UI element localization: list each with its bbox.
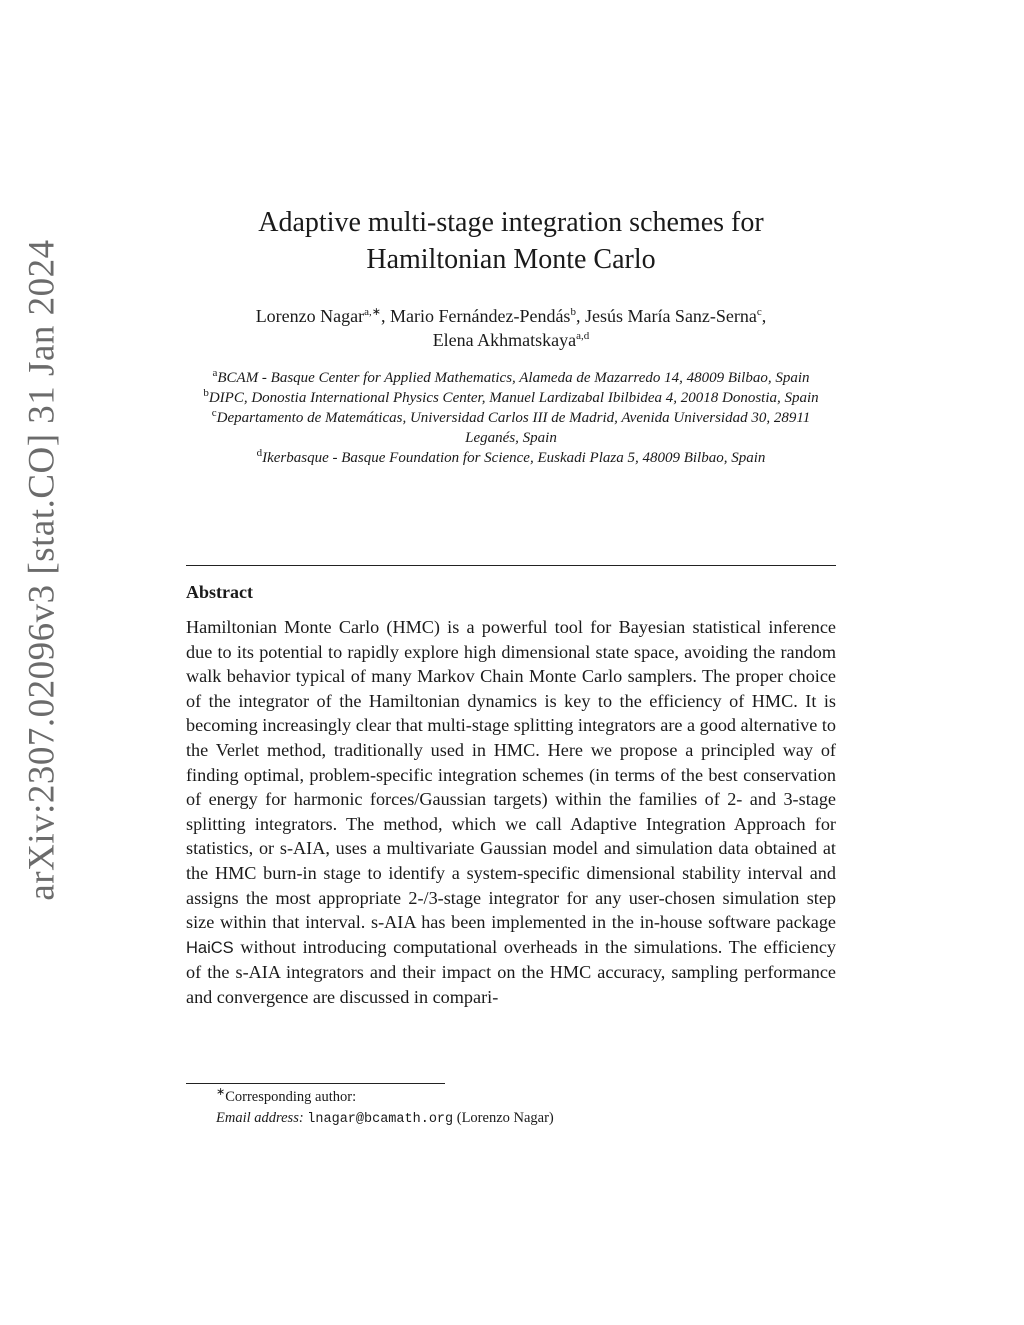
author-name: Mario Fernández-Pendás [390,306,571,326]
arxiv-sidebar [4,160,80,980]
author-line-1: Lorenzo Nagar$^{a,∗}$, Mario Fernández-Pendás$^b$, Jesús María Sanz-Serna$^c$, [255,306,767,326]
author-name: Elena Akhmatskaya [432,330,577,350]
footnote-divider [186,1083,445,1084]
arxiv-identifier: arXiv:2307.02096v3 [stat.CO] 31 Jan 2024 [21,239,63,901]
email-link[interactable]: lnagar@bcamath.org [307,1112,454,1127]
author-marks: a,d [576,330,590,342]
author-line-2 [186,328,836,352]
author-marks: b [570,306,576,318]
abstract-heading: Abstract [186,582,253,602]
header-divider [186,565,836,566]
footnote-email: Email address: lnagar@bcamath.org (Lorenzo Nagar) [216,1110,554,1127]
title-line-2: Hamiltonian Monte Carlo [366,244,656,275]
author-name: Lorenzo Nagar [255,306,365,326]
software-name: HaiCS [186,938,234,957]
affiliation-list [186,368,836,468]
author-name: Jesús María Sanz-Serna [584,306,757,326]
author-list [186,304,836,352]
author-marks: a,∗ [364,306,381,318]
affiliation: $^c$Departamento de Matemáticas, Universidad Carlos III de Madrid, Avenida Universidad 30, 28911 Leganés, Spain [211,407,811,446]
footnote [186,1087,836,1130]
affiliation: $^a$BCAM - Basque Center for Applied Mathematics, Alameda de Mazarredo 14, 48009 Bilbao, Spain [212,367,810,386]
title-line-1: Adaptive multi-stage integration schemes for [258,207,764,238]
footnote-corresponding: ∗Corresponding author: [216,1086,357,1105]
paper-title [186,204,836,278]
author-marks: c [756,306,762,318]
abstract-body: Hamiltonian Monte Carlo (HMC) is a powerful tool for Bayesian statistical inference due to its potential to rapidly explore high dimensional state space, avoiding the random walk behavior typical of many Markov Chain Monte Carlo samplers. The proper choice of the integrator of the Hamiltonian dynamics is key to the efficiency of HMC. It is becoming increasingly clear that multi-stage splitting integrators are a good alternative to the Verlet method, traditionally used in HMC. Here we propose a principled way of finding optimal, problem-specific integration schemes (in terms of the best conservation of energy for harmonic forces/Gaussian targets) within the families of 2- and 3-stage splitting integrators. The method, which we call Adaptive Integration Approach for statistics, or s-AIA, uses a multivariate Gaussian model and simulation data obtained at the HMC burn-in stage to identify a system-specific dimensional stability interval and assigns the most appropriate 2-/3-stage integrator for any user-chosen simulation step size within that interval. s-AIA has been implemented in the in-house software package HaiCS without introducing computational overheads in the simulations. The efficiency of the s-AIA integrators and their impact on the HMC accuracy, sampling performance and convergence are discussed in compari- [186,617,836,1007]
affiliation: $^d$Ikerbasque - Basque Foundation for Science, Euskadi Plaza 5, 48009 Bilbao, Spain [256,447,766,466]
affiliation: $^b$DIPC, Donostia International Physics Center, Manuel Lardizabal Ibilbidea 4, 20018 Donostia, Spain [203,387,819,406]
